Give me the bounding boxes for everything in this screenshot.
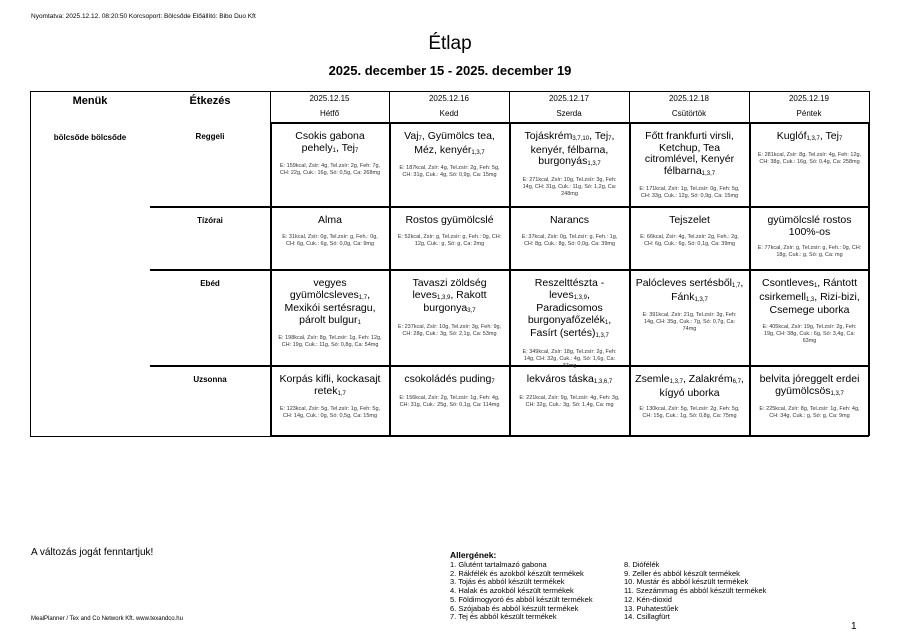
print-header: Nyomtatva: 2025.12.12. 08:20:50 Korcsoport: Bölcsőde Előállító: Bibo Duo Kft: [31, 13, 256, 20]
menu-cell: [511, 277, 628, 369]
nutrition-info: E: 225kcal, Zsír: 8g, Tel.zsír: 1g, Feh: 4g, CH: 34g, Cuk.: g, Só: g, Ca: 9mg: [759, 406, 860, 419]
row-divider: [270, 122, 869, 124]
meal-name: Ebéd: [200, 279, 220, 288]
day-date: 2025.12.18: [668, 94, 710, 103]
dish-name: gyümölcslé rostos 100%-os: [767, 214, 852, 238]
menu-cell: [631, 374, 748, 435]
dish-name: Kuglóf$_{1,3,7}$, Tej$_7$: [776, 130, 843, 142]
meal-name: Uzsonna: [193, 375, 227, 384]
row-divider: [270, 435, 869, 437]
allergen-item: 4. Halak és azokból készült termékek: [450, 586, 574, 596]
allergens-list-left: [450, 561, 593, 622]
menu-cell: [272, 374, 388, 435]
date-range: 2025. december 15 - 2025. december 19: [328, 63, 572, 78]
menu-cell: [751, 131, 868, 205]
nutrition-info: E: 156kcal, Zsír: 2g, Tel.zsír: 1g, Feh: 4g, CH: 31g, Cuk.: 25g, Só: 0,1g, Ca: 114mg: [399, 394, 500, 408]
menu-cell: [511, 374, 628, 435]
nutrition-info: E: 37kcal, Zsír: 0g, Tel.zsír: g, Feh.: 1g, CH: 8g, Cuk.: 8g, Só: 0,0g, Ca: 39mg: [521, 233, 618, 247]
allergen-item: 9. Zeller és abból készült termékek: [624, 568, 740, 578]
day-date: 2025.12.19: [788, 94, 830, 103]
menu-cell: [391, 374, 508, 435]
nutrition-info: E: 66kcal, Zsír: 4g, Tel.zsír: 2g, Feh.: 2g, CH: 6g, Cuk.: 6g, Só: 0,1g, Ca: 39mg: [640, 233, 739, 247]
menu-cell: [272, 278, 388, 364]
table-border-top: [30, 91, 869, 92]
dish-name: Palócleves sertésből$_{1,7}$, Fánk$_{1,3,7}$: [635, 277, 744, 303]
dish-name: Főtt frankfurti virsli, Ketchup, Tea citromlével, Kenyér félbarna$_{1,3,7}$: [644, 130, 735, 177]
nutrition-info: E: 391kcal, Zsír: 21g, Tel.zsír: 3g, Feh: 14g, CH: 35g, Cuk.: 7g, Só: 0,7g, Ca: 74mg: [642, 312, 737, 332]
menu-cell: [272, 131, 388, 205]
dish-name: Tejszelet: [669, 214, 710, 226]
allergen-item: 8. Diófélék: [624, 560, 660, 569]
menu-cell: [751, 278, 868, 364]
day-date: 2025.12.17: [548, 94, 590, 103]
menu-cell: [511, 131, 628, 205]
nutrition-info: E: 221kcal, Zsír: 9g, Tel.zsír: 4g, Feh: 3g, CH: 32g, Cuk.: 3g, Só: 1,4g, Ca: mg: [519, 394, 620, 408]
day-name: Hétfő: [319, 109, 340, 118]
dish-name: Tavaszi zöldség leves$_{1,3,9}$, Rakott burgonya$_{3,7}$: [412, 277, 487, 314]
allergen-item: 5. Földimogyoró és abból készült termékek: [450, 594, 593, 604]
nutrition-info: E: 281kcal, Zsír: 8g, Tel.zsír: 4g, Feh: 12g, CH: 38g, Cuk.: 16g, Só: 0,4g, Ca: 258mg: [757, 151, 862, 165]
dish-name: Csontleves$_1$, Rántott csirkemell$_{1,3}$, Rizi-bizi, Csemege uborka: [759, 277, 860, 316]
dish-name: Zsemle$_{1,3,7}$, Zalakrém$_{6,7}$, kígyó uborka: [635, 373, 744, 399]
menu-cell: [631, 131, 748, 205]
allergen-item: 6. Szójabab és abból készült termékek: [450, 603, 579, 613]
dish-name: lekváros táska$_{1,3,6,7}$: [526, 373, 613, 385]
col-divider: [868, 122, 870, 436]
day-name: Szerda: [556, 109, 582, 118]
nutrition-info: E: 159kcal, Zsír: 4g, Tel.zsír: 2g, Feh: 7g, CH: 22g, Cuk.: 16g, Só: 0,5g, Ca: 268mg: [279, 163, 381, 176]
dish-name: Korpás kifli, kockasajt retek$_{1,7}$: [279, 373, 381, 397]
footer: MealPlanner / Tex and Co Network Kft. www.texandco.hu: [31, 616, 183, 622]
dish-name: Narancs: [549, 214, 590, 226]
dish-name: belvita jóreggelt erdei gyümölcsös$_{1,3,7}$: [759, 373, 860, 397]
menu-cell: [391, 215, 508, 268]
dish-name: Tojáskrém$_{3,7,10}$, Tej$_7$, kenyér, félbarna, burgonyás$_{1,3,7}$: [524, 130, 615, 167]
allergens-title: Allergének:: [450, 550, 497, 560]
nutrition-info: E: 123kcal, Zsír: 5g, Tel.zsír: 1g, Feh: 5g, CH: 14g, Cuk.: 0g, Só: 0,5g, Ca: 15mg: [279, 406, 381, 419]
nutrition-info: E: 271kcal, Zsír: 10g, Tel.zsír: 3g, Feh: 14g, CH: 31g, Cuk.: 11g, Só: 1,2g, Ca: 248mg: [522, 176, 617, 197]
page-title: Étlap: [428, 33, 472, 54]
menu-cell: [391, 131, 508, 205]
menu-cell: [391, 278, 508, 364]
menu-cell: [272, 215, 388, 268]
nutrition-info: E: 77kcal, Zsír: g, Tel.zsír: g, Feh.: 0g, CH: 18g, Cuk.: g, Só: g, Ca: mg: [757, 245, 862, 258]
col-header-menu: Menük: [72, 95, 108, 107]
day-date: 2025.12.15: [309, 94, 350, 103]
menu-cell: [751, 374, 868, 435]
nutrition-info: E: 130kcal, Zsír: 5g, Tel.zsír: 2g, Feh: 5g, CH: 15g, Cuk.: 1g, Só: 0,8g, Ca: 75mg: [639, 406, 740, 419]
allergen-item: 10. Mustár és abból készült termékek: [624, 577, 749, 587]
dish-name: Vaj$_7$, Gyümölcs tea, Méz, kenyér$_{1,3,7}$: [404, 130, 495, 156]
nutrition-info: E: 198kcal, Zsír: 8g, Tel.zsír: 1g, Feh: 12g, CH: 19g, Cuk.: 11g, Só: 0,8g, Ca: 54mg: [278, 335, 382, 348]
menu-table: [30, 91, 869, 436]
dish-name: vegyes gyümölcsleves$_{1,7}$, Mexikói sertésragu, párolt bulgur$_1$: [284, 277, 376, 326]
meal-name: Tízórai: [197, 216, 223, 225]
day-name: Csütörtök: [671, 109, 707, 118]
allergen-item: 1. Glutént tartalmazó gabona: [450, 560, 547, 569]
day-header: [629, 94, 749, 119]
allergen-item: 2. Rákfélék és azokból készült termékek: [450, 568, 584, 578]
menu-cell: [751, 215, 868, 268]
col-header-meal: Étkezés: [189, 95, 231, 107]
allergens-list-right: [624, 561, 766, 622]
changes-note: A változás jogát fenntartjuk!: [31, 547, 154, 558]
dish-name: csokoládés puding$_7$: [404, 373, 495, 385]
dish-name: Rostos gyümölcslé: [405, 214, 494, 226]
nutrition-info: E: 349kcal, Zsír: 18g, Tel.zsír: 2g, Feh: 14g, CH: 32g, Cuk.: 4g, Só: 1,6g, Ca: 37mg: [522, 348, 617, 369]
menu-name: bölcsőde bölcsőde: [53, 133, 127, 142]
allergen-item: 12. Kén-dioxid: [624, 594, 672, 604]
dish-name: Reszelttészta - leves$_{1,3,9}$, Paradicsomos burgonyafőzelék$_1$, Fasírt $(sertés)_{1,3,7}$: [527, 277, 612, 339]
menu-cell: [631, 278, 748, 364]
allergen-item: 14. Csillagfürt: [624, 612, 670, 622]
nutrition-info: E: 237kcal, Zsír: 10g, Tel.zsír: 3g, Feh: 9g, CH: 28g, Cuk.: 3g, Só: 2,1g, Ca: 53mg: [397, 323, 502, 337]
allergen-item: 11. Szezámmag és abból készült termékek: [624, 586, 767, 596]
page-number: 1: [851, 621, 857, 632]
table-border-left: [30, 91, 31, 436]
allergen-item: 13. Puhatestűek: [624, 603, 679, 613]
dish-name: Alma: [318, 214, 342, 226]
nutrition-info: E: 187kcal, Zsír: 4g, Tel.zsír: 2g, Feh: 5g, CH: 31g, Cuk.: 4g, Só: 0,9g, Ca: 15mg: [399, 165, 500, 178]
day-header: [270, 94, 389, 119]
nutrition-info: E: 31kcal, Zsír: 0g, Tel.zsír: g, Feh.: 0g, CH: 6g, Cuk.: 6g, Só: 0,0g, Ca: 9mg: [282, 233, 378, 247]
dish-name: Csokis gabona pehely$_1$, Tej$_7$: [295, 130, 365, 154]
day-name: Kedd: [439, 109, 459, 118]
nutrition-info: E: 405kcal, Zsír: 19g, Tel.zsír: 2g, Feh: 19g, CH: 38g, Cuk.: 6g, Só: 3,4g, Ca: 63mg: [762, 323, 857, 344]
day-header: [509, 94, 629, 119]
menu-cell: [631, 215, 748, 268]
menu-cell: [511, 215, 628, 268]
day-date: 2025.12.16: [428, 94, 470, 103]
nutrition-info: E: 171kcal, Zsír: 1g, Tel.zsír: 0g, Feh: 5g, CH: 33g, Cuk.: 12g, Só: 0,9g, Ca: 15mg: [639, 186, 740, 199]
day-name: Péntek: [796, 109, 822, 118]
allergen-item: 7. Tej és abból készült termékek: [450, 612, 557, 622]
day-header: [749, 94, 869, 119]
meal-name: Reggeli: [195, 132, 225, 141]
nutrition-info: E: 52kcal, Zsír: g, Tel.zsír: g, Feh.: 0g, CH: 12g, Cuk.: g, Só: g, Ca: 2mg: [397, 233, 502, 247]
allergen-item: 3. Tojás és abból készült termékek: [450, 577, 565, 587]
day-header: [389, 94, 509, 119]
